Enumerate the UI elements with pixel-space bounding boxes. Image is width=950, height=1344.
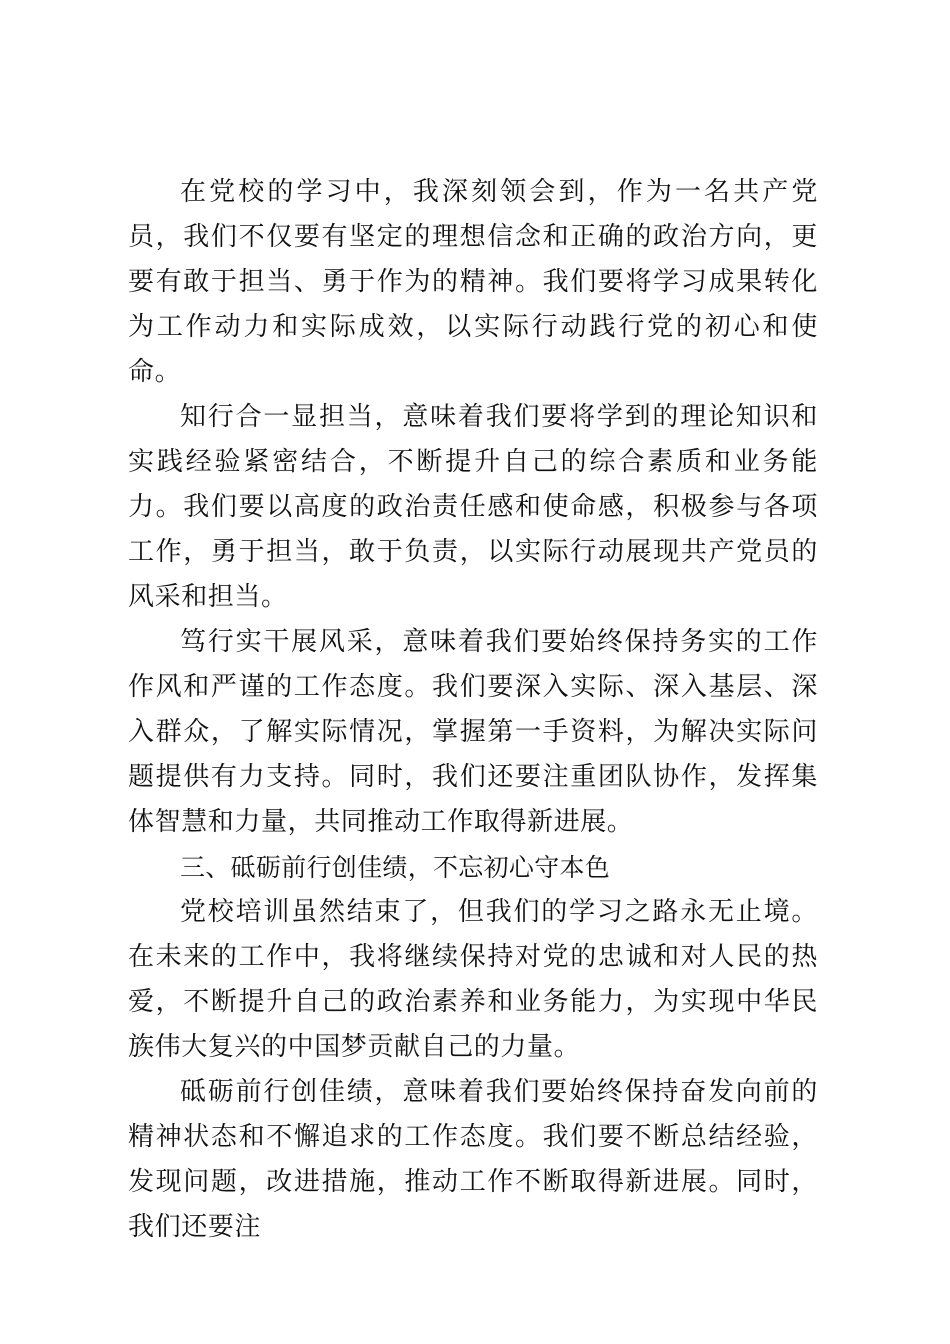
paragraph-study-reflection: 在党校的学习中，我深刻领会到，作为一名共产党员，我们不仅要有坚定的理想信念和正确的政治方向，更要有敢于担当、勇于作为的精神。我们要将学习成果转化为工作动力和实际成效，以实际行动践行党的初心和使命。 [128,177,818,387]
paragraph-knowledge-action: 知行合一显担当，意味着我们要将学到的理论知识和实践经验紧密结合，不断提升自己的综合素质和业务能力。我们要以高度的政治责任感和使命感，积极参与各项工作，勇于担当，敢于负责，以实际行动展现共产党员的风采和担当。 [128,402,818,612]
paragraph-practical-work: 笃行实干展风采，意味着我们要始终保持务实的工作作风和严谨的工作态度。我们要深入实际、深入基层、深入群众，了解实际情况，掌握第一手资料，为解决实际问题提供有力支持。同时，我们还要注重团队协作，发挥集体智慧和力量，共同推动工作取得新进展。 [128,627,818,837]
paragraph-continued-learning: 党校培训虽然结束了，但我们的学习之路永无止境。在未来的工作中，我将继续保持对党的忠诚和对人民的热爱，不断提升自己的政治素养和业务能力，为实现中华民族伟大复兴的中国梦贡献自己的力量。 [128,897,818,1062]
section-heading-three: 三、砥砺前行创佳绩，不忘初心守本色 [180,853,611,882]
paragraph-forge-ahead: 砥砺前行创佳绩，意味着我们要始终保持奋发向前的精神状态和不懈追求的工作态度。我们要不断总结经验，发现问题，改进措施，推动工作不断取得新进展。同时，我们还要注 [128,1077,818,1242]
document-body [128,170,818,1250]
